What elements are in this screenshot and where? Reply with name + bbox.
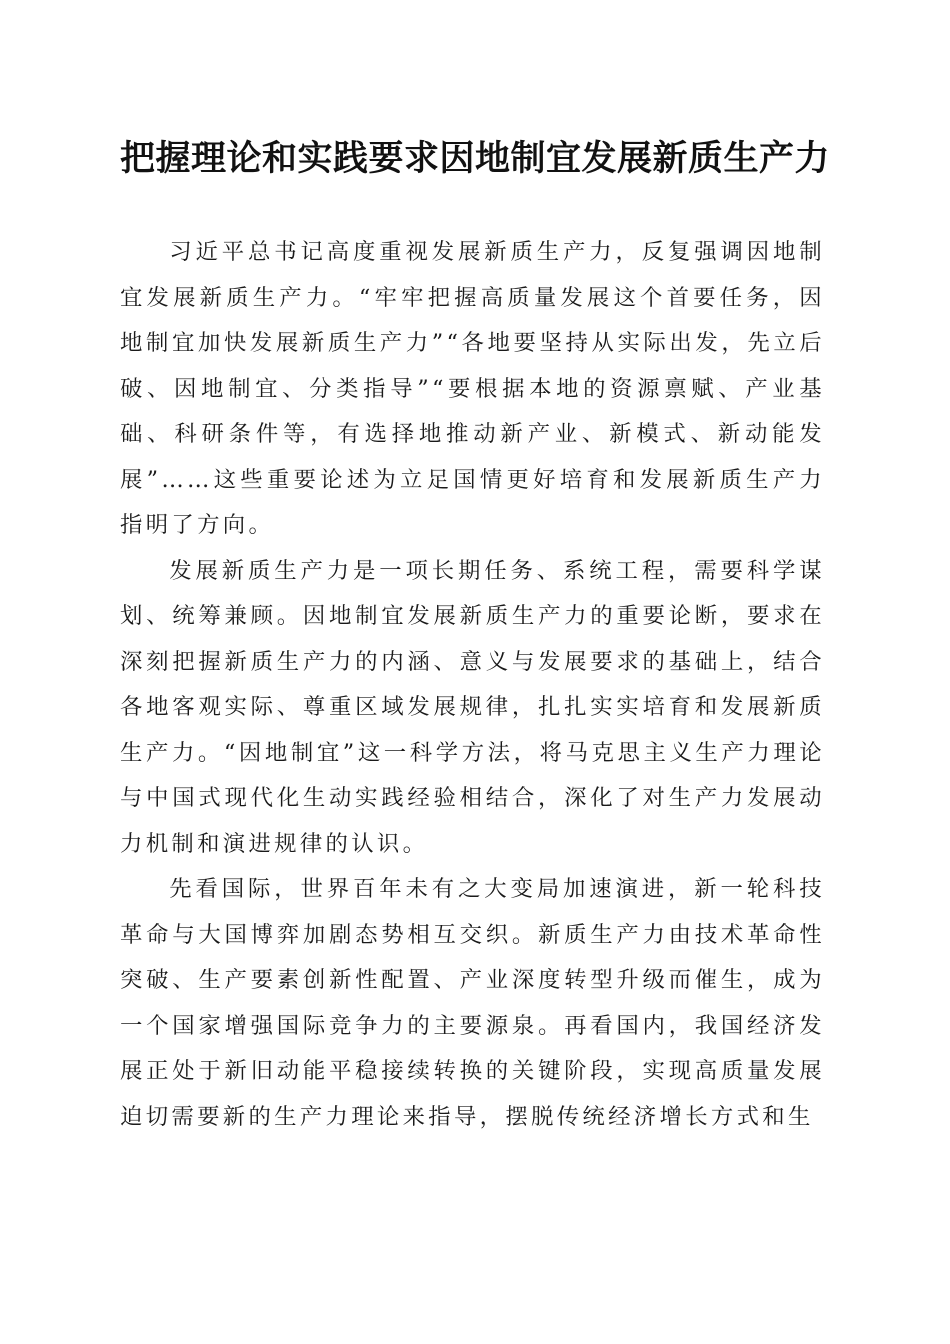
document-title: 把握理论和实践要求因地制宜发展新质生产力 [119, 138, 830, 179]
paragraph-1: 习近平总书记高度重视发展新质生产力，反复强调因地制宜发展新质生产力。“牢牢把握高质量发展这个首要任务，因地制宜加快发展新质生产力”“各地要坚持从实际出发，先立后破、因地制宜、分类指导”“要根据本地的资源禀赋、产业基础、科研条件等，有选择地推动新产业、新模式、新动能发展”……这些重要论述为立足国情更好培育和发展新质生产力指明了方向。 [120, 239, 825, 538]
document-body [120, 230, 825, 1140]
paragraph-2: 发展新质生产力是一项长期任务、系统工程，需要科学谋划、统筹兼顾。因地制宜发展新质生产力的重要论断，要求在深刻把握新质生产力的内涵、意义与发展要求的基础上，结合各地客观实际、尊重区域发展规律，扎扎实实培育和发展新质生产力。“因地制宜”这一科学方法，将马克思主义生产力理论与中国式现代化生动实践经验相结合，深化了对生产力发展动力机制和演进规律的认识。 [120, 557, 825, 857]
paragraph-3: 先看国际，世界百年未有之大变局加速演进，新一轮科技革命与大国博弈加剧态势相互交织。新质生产力由技术革命性突破、生产要素创新性配置、产业深度转型升级而催生，成为一个国家增强国际竞争力的主要源泉。再看国内，我国经济发展正处于新旧动能平稳接续转换的关键阶段，实现高质量发展迫切需要新的生产力理论来指导，摆脱传统经济增长方式和生 [120, 876, 825, 1130]
